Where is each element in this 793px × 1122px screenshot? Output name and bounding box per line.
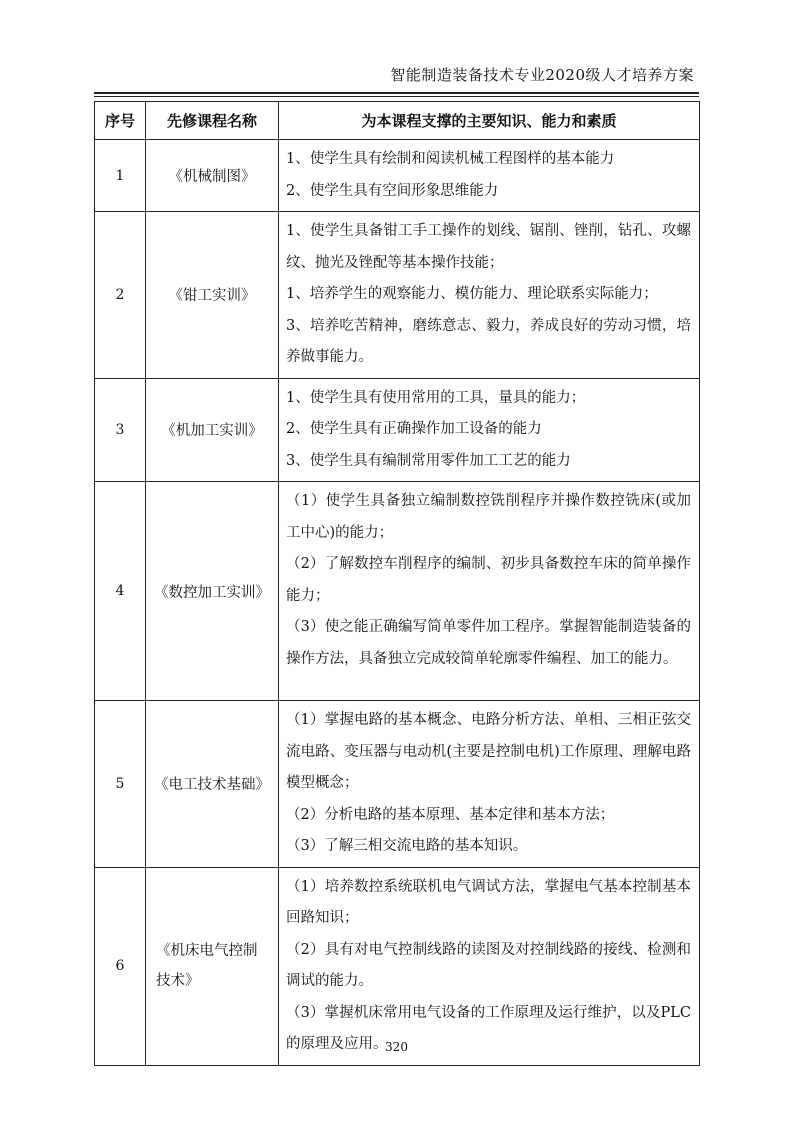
header-rule-thin: [94, 96, 699, 97]
table-row: [95, 140, 700, 212]
description-line: （3）掌握机床常用电气设备的工作原理及运行维护，以及PLC的原理及应用。: [286, 1004, 691, 1052]
description-line: （2）了解数控车削程序的编制、初步具备数控车床的简单操作能力；: [286, 556, 691, 604]
description-line: （1）掌握电路的基本概念、电路分析方法、单相、三相正弦交流电路、变压器与电动机(主要是控制电机)工作原理、理解电路模型概念；: [286, 712, 691, 791]
row-number: 1: [95, 140, 146, 212]
header-number: 序号: [95, 102, 146, 140]
row-number: 6: [95, 867, 146, 1065]
table-row: [95, 867, 700, 1065]
course-description: [279, 482, 700, 701]
table-row: [95, 701, 700, 868]
description-line: 3、培养吃苦精神，磨练意志、毅力，养成良好的劳动习惯，培养做事能力。: [286, 317, 691, 365]
course-name: 《数控加工实训》: [146, 482, 279, 701]
description-line: 1、使学生具有绘制和阅读机械工程图样的基本能力: [286, 151, 615, 167]
description-line: （1）使学生具备独立编制数控铣削程序并操作数控铣床(或加工中心)的能力；: [286, 493, 691, 541]
course-description: [279, 212, 700, 379]
row-number: 3: [95, 378, 146, 482]
row-number: 4: [95, 482, 146, 701]
table-row: [95, 378, 700, 482]
description-line: 1、使学生具备钳工手工操作的划线、锯削、锉削，钻孔、攻螺纹、抛光及锉配等基本操作技能；: [286, 223, 691, 271]
course-description: [279, 701, 700, 868]
table-row: [95, 482, 700, 701]
table-row: [95, 212, 700, 379]
description-line: （3）使之能正确编写简单零件加工程序。掌握智能制造装备的操作方法，具备独立完成较简单轮廓零件编程、加工的能力。: [286, 619, 691, 667]
description-line: （1）培养数控系统联机电气调试方法，掌握电气基本控制基本回路知识；: [286, 878, 691, 926]
course-name: 《电工技术基础》: [146, 701, 279, 868]
description-line: 1、培养学生的观察能力、模仿能力、理论联系实际能力；: [286, 286, 658, 302]
course-name: 《机床电气控制技术》: [146, 867, 279, 1065]
description-line: 3、使学生具有编制常用零件加工工艺的能力: [286, 452, 571, 469]
course-name: 《机械制图》: [146, 140, 279, 212]
document-header-title: 智能制造装备技术专业2020级人才培养方案: [390, 66, 694, 84]
course-description: [279, 378, 700, 482]
page-number: 320: [385, 1040, 408, 1054]
description-line: （3）了解三相交流电路的基本知识。: [286, 838, 528, 854]
course-description: [279, 867, 700, 1065]
prerequisite-course-table: [94, 101, 700, 1066]
course-description: [279, 140, 700, 212]
header-rule: [94, 92, 699, 94]
description-line: （2）具有对电气控制线路的读图及对控制线路的接线、检测和调试的能力。: [286, 941, 691, 989]
row-number: 5: [95, 701, 146, 868]
row-number: 2: [95, 212, 146, 379]
course-name: 《机加工实训》: [146, 378, 279, 482]
table-header-row: [95, 102, 700, 140]
description-line: 2、使学生具有空间形象思维能力: [286, 182, 499, 199]
description-line: 2、使学生具有正确操作加工设备的能力: [286, 421, 542, 437]
course-name: 《钳工实训》: [146, 212, 279, 379]
header-course-name: 先修课程名称: [146, 102, 279, 140]
description-line: （2）分析电路的基本原理、基本定律和基本方法；: [286, 806, 615, 823]
header-description: 为本课程支撑的主要知识、能力和素质: [279, 102, 700, 140]
description-line: 1、使学生具有使用常用的工具，量具的能力；: [286, 389, 586, 406]
